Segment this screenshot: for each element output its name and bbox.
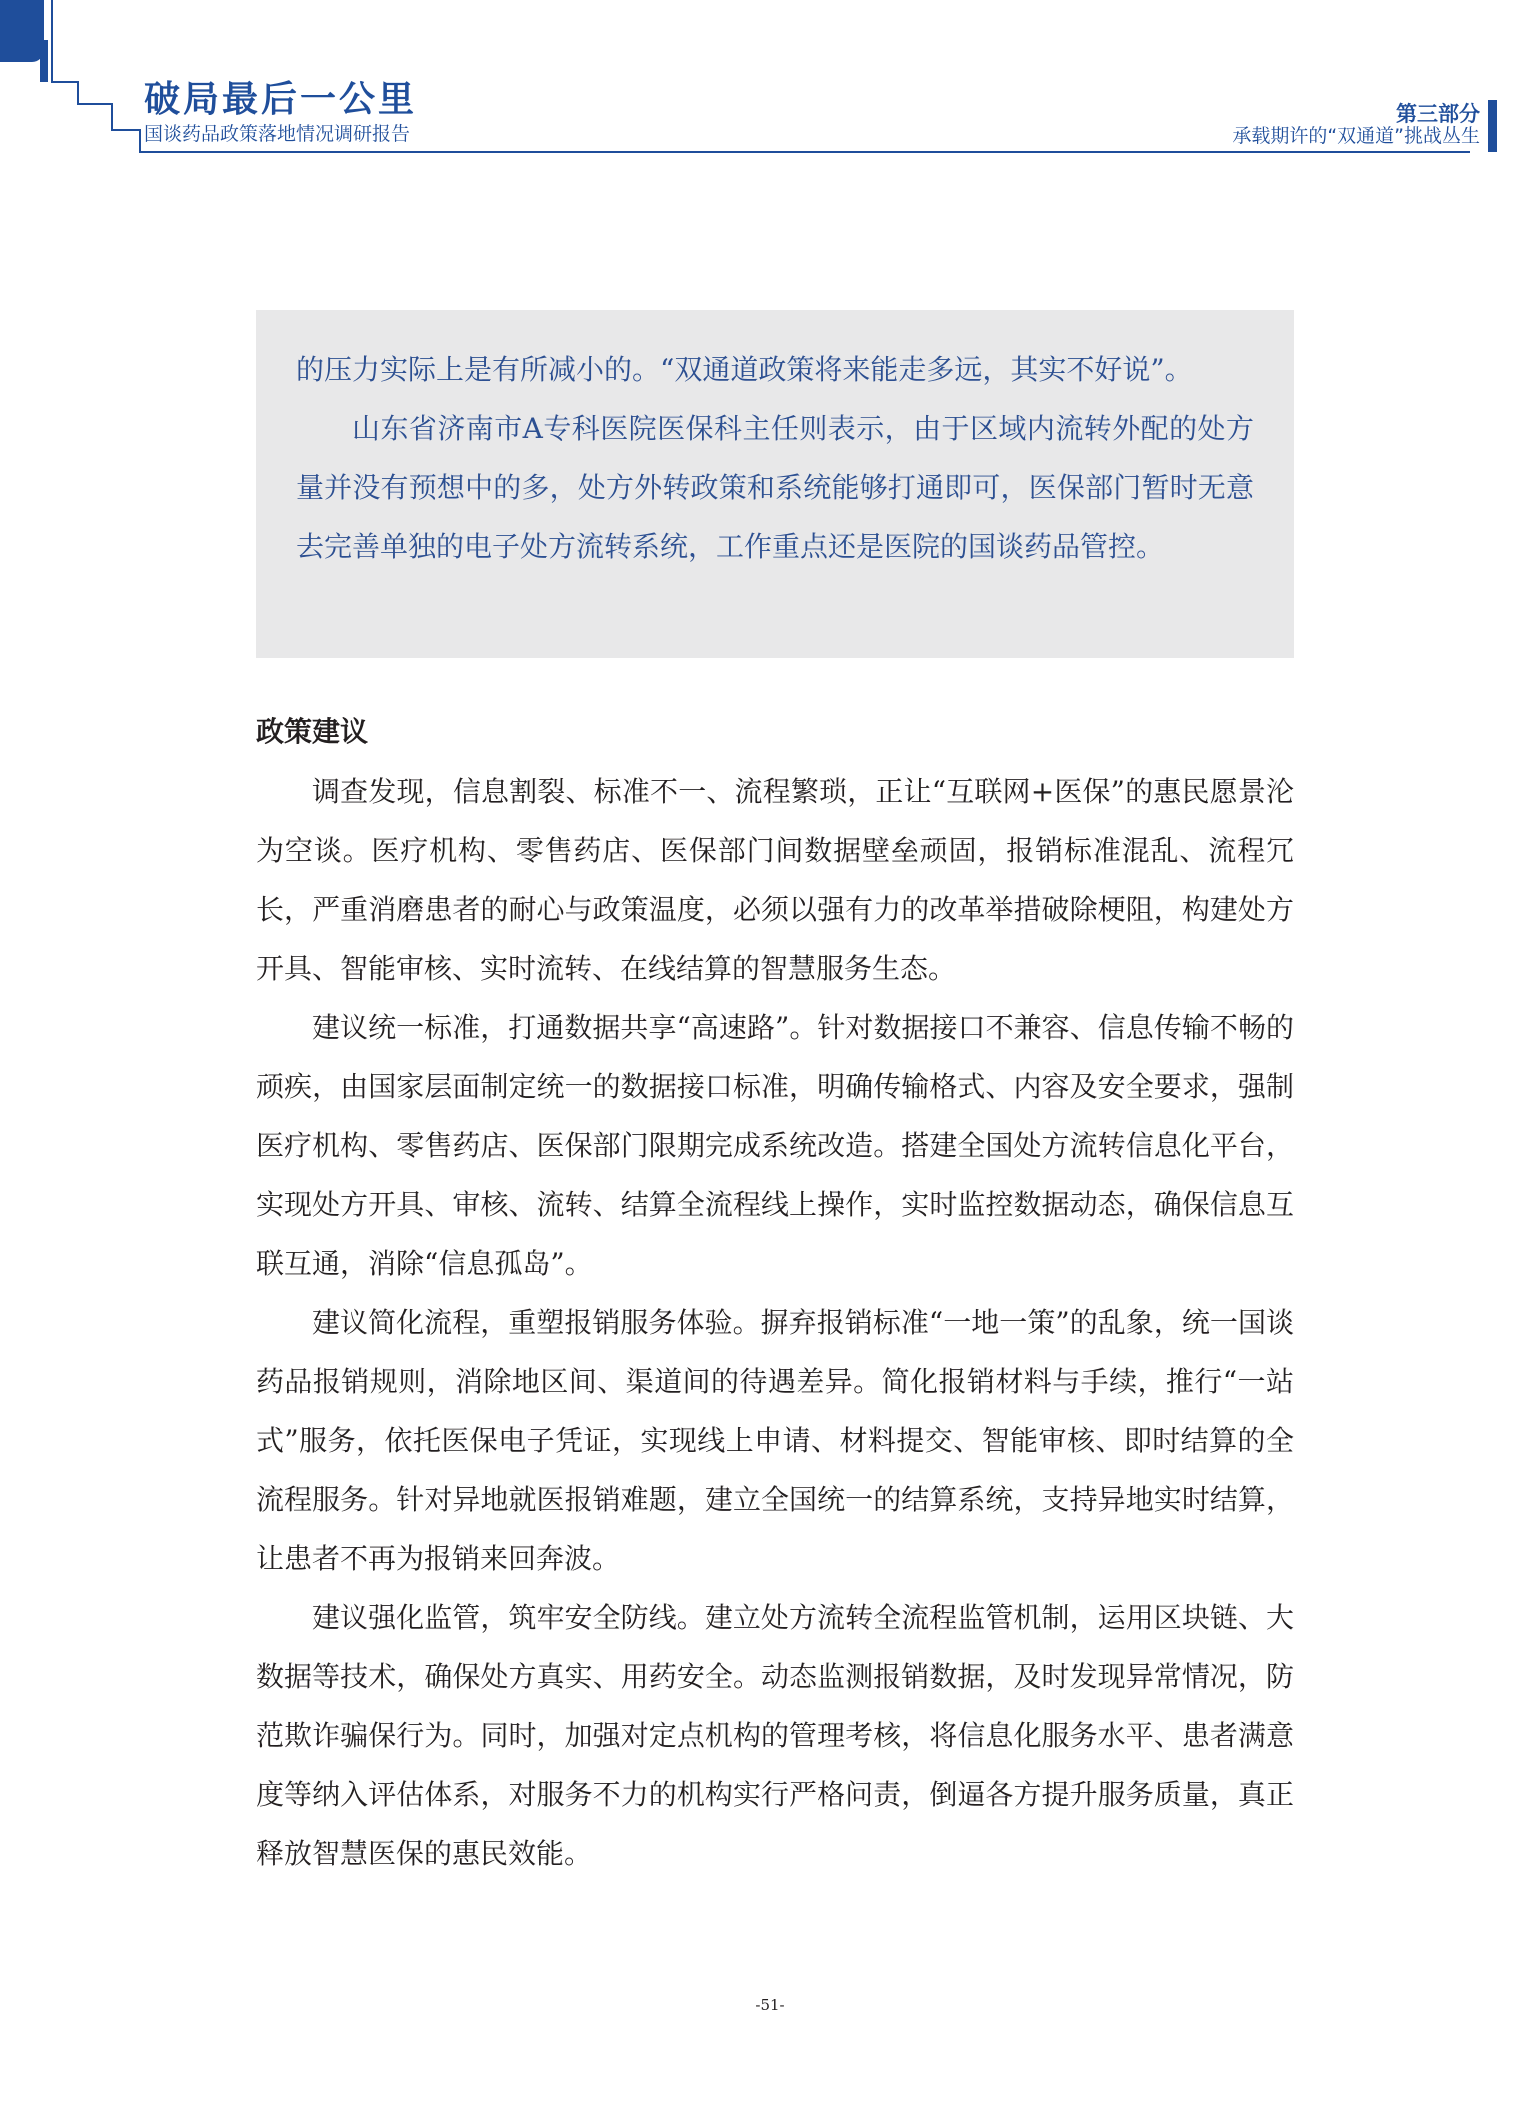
part-title: 第三部分 <box>1396 102 1480 126</box>
body-paragraph: 调查发现，信息割裂、标准不一、流程繁琐，正让“互联网+医保”的惠民愿景沦为空谈。医疗机构、零售药店、医保部门间数据壁垒顽固，报销标准混乱、流程冗长，严重消磨患者的耐心与政策温度，必须以强有力的改革举措破除梗阻，构建处方开具、智能审核、实时流转、在线结算的智慧服务生态。 <box>256 775 1294 985</box>
body-paragraph: 建议强化监管，筑牢安全防线。建立处方流转全流程监管机制，运用区块链、大数据等技术，确保处方真实、用药安全。动态监测报销数据，及时发现异常情况，防范欺诈骗保行为。同时，加强对定点机构的管理考核，将信息化服务水平、患者满意度等纳入评估体系，对服务不力的机构实行严格问责，倒逼各方提升服务质量，真正释放智慧医保的惠民效能。 <box>256 1601 1294 1870</box>
book-title: 破局最后一公里 <box>144 79 418 120</box>
corner-bar <box>40 40 48 82</box>
quote-paragraph: 山东省济南市A专科医院医保科主任则表示，由于区域内流转外配的处方量并没有预想中的多，处方外转政策和系统能够打通即可，医保部门暂时无意去完善单独的电子处方流转系统，工作重点还是医院的国谈药品管控。 <box>296 412 1254 563</box>
body-paragraph: 建议简化流程，重塑报销服务体验。摒弃报销标准“一地一策”的乱象，统一国谈药品报销规则，消除地区间、渠道间的待遇差异。简化报销材料与手续，推行“一站式”服务，依托医保电子凭证，实现线上申请、材料提交、智能审核、即时结算的全流程服务。针对异地就医报销难题，建立全国统一的结算系统，支持异地实时结算，让患者不再为报销来回奔波。 <box>256 1306 1294 1575</box>
quote-box <box>256 310 1294 658</box>
book-subtitle: 国谈药品政策落地情况调研报告 <box>144 123 411 145</box>
body-paragraph: 建议统一标准，打通数据共享“高速路”。针对数据接口不兼容、信息传输不畅的顽疾，由国家层面制定统一的数据接口标准，明确传输格式、内容及安全要求，强制医疗机构、零售药店、医保部门限期完成系统改造。搭建全国处方流转信息化平台，实现处方开具、审核、流转、结算全流程线上操作，实时监控数据动态，确保信息互联互通，消除“信息孤岛”。 <box>256 1011 1294 1280</box>
section-content <box>256 762 1294 1883</box>
corner-block <box>0 0 44 62</box>
quote-paragraph: 的压力实际上是有所减小的。“双通道政策将来能走多远，其实不好说”。 <box>296 353 1193 386</box>
page-number: -51- <box>755 1996 785 2014</box>
header-accent-bar <box>1488 100 1497 152</box>
part-subtitle: 承载期许的“双通道”挑战丛生 <box>1232 125 1480 147</box>
section-heading: 政策建议 <box>256 715 369 748</box>
